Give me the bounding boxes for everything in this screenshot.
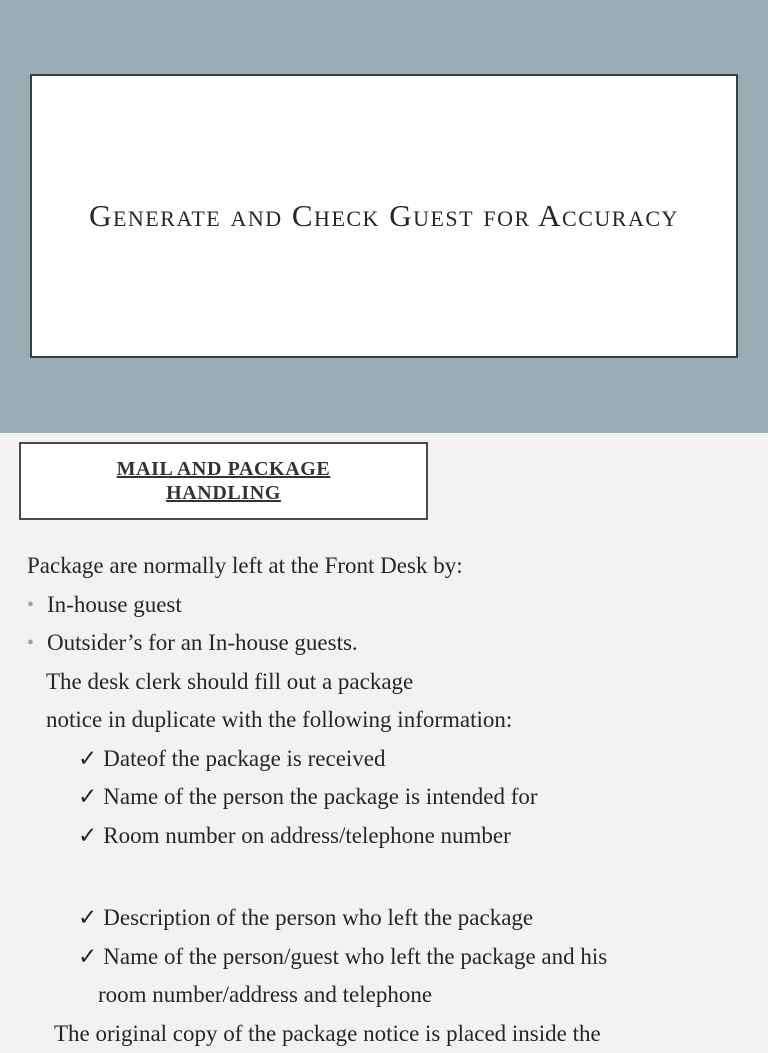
title-box xyxy=(30,74,738,358)
paragraph-line: The desk clerk should fill out a package xyxy=(27,663,757,702)
bullet-icon: • xyxy=(27,586,34,625)
content-slide xyxy=(0,433,768,1024)
checklist-continuation: room number/address and telephone xyxy=(27,976,757,1015)
bullet-item xyxy=(27,586,757,625)
checklist-item xyxy=(27,899,757,938)
checklist-label: Description of the person who left the package xyxy=(103,905,533,930)
checklist-item xyxy=(27,817,757,856)
checklist-label: Name of the person/guest who left the package and his xyxy=(103,944,607,969)
checklist-label: Room number on address/telephone number xyxy=(103,823,511,848)
body-text xyxy=(27,547,757,1053)
bullet-icon: • xyxy=(27,624,34,663)
check-icon: ✓ xyxy=(78,823,97,848)
cut-off-line: The original copy of the package notice is placed inside the xyxy=(27,1015,757,1053)
check-icon: ✓ xyxy=(78,905,97,930)
check-icon: ✓ xyxy=(78,746,97,771)
intro-text: Package are normally left at the Front Desk by: xyxy=(27,547,757,586)
section-title-box xyxy=(19,442,428,520)
bullet-label: In-house guest xyxy=(47,592,182,617)
checklist-item xyxy=(27,938,757,977)
checklist-label: Name of the person the package is intended for xyxy=(103,784,537,809)
checklist-label: Dateof the package is received xyxy=(103,746,385,771)
blank-gap xyxy=(27,855,757,899)
title-slide xyxy=(0,0,768,433)
check-icon: ✓ xyxy=(78,944,97,969)
check-icon: ✓ xyxy=(78,784,97,809)
checklist-item xyxy=(27,778,757,817)
slide-title: Generate and Check Guest for Accuracy xyxy=(84,200,684,233)
bullet-label: Outsider’s for an In-house guests. xyxy=(47,630,358,655)
bullet-item xyxy=(27,624,757,663)
section-title: MAIL AND PACKAGE HANDLING xyxy=(74,457,374,505)
paragraph-line: notice in duplicate with the following information: xyxy=(27,701,757,740)
checklist-item xyxy=(27,740,757,779)
